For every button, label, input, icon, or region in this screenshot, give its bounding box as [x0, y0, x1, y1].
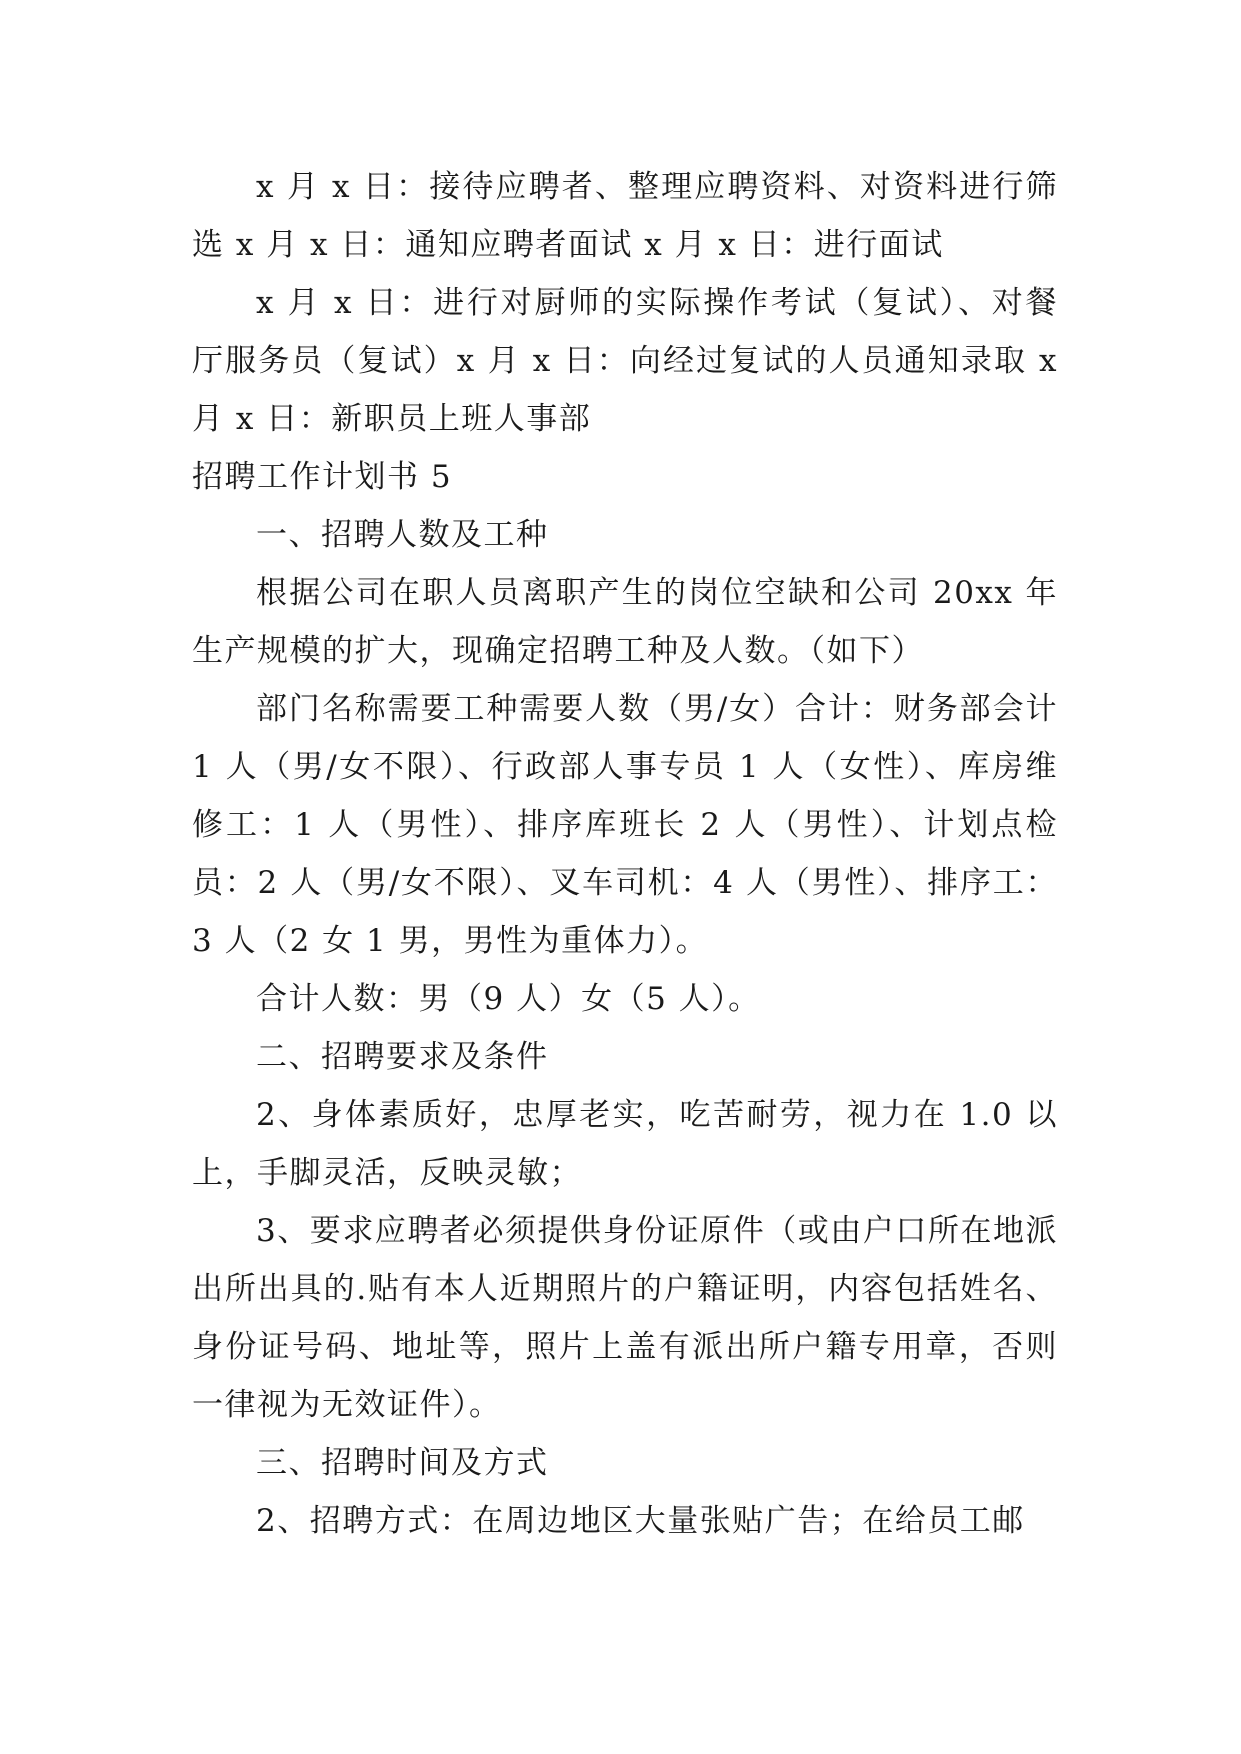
- paragraph-recruit-reason: 根据公司在职人员离职产生的岗位空缺和公司 20xx 年生产规模的扩大，现确定招聘工种及人数。（如下）: [192, 575, 1058, 669]
- paragraph-requirement-3: 3、要求应聘者必须提供身份证原件（或由户口所在地派出所出具的.贴有本人近期照片的户籍证明，内容包括姓名、身份证号码、地址等，照片上盖有派出所户籍专用章，否则一律视为无效证件）。: [192, 1213, 1058, 1423]
- paragraph-schedule-2: x 月 x 日：进行对厨师的实际操作考试（复试）、对餐厅服务员（复试）x 月 x 日：向经过复试的人员通知录取 x 月 x 日：新职员上班人事部: [192, 285, 1058, 437]
- paragraph-method: 2、招聘方式：在周边地区大量张贴广告；在给员工邮: [256, 1503, 1025, 1539]
- heading-time-method: 三、招聘时间及方式: [256, 1445, 549, 1481]
- document-body: [192, 158, 1058, 1550]
- heading-recruit-count: 一、招聘人数及工种: [256, 517, 549, 553]
- paragraph-total: 合计人数：男（9 人）女（5 人）。: [256, 981, 761, 1017]
- paragraph-requirement-2: 2、身体素质好，忠厚老实，吃苦耐劳，视力在 1.0 以上，手脚灵活，反映灵敏；: [192, 1097, 1058, 1191]
- section-title: 招聘工作计划书 5: [192, 459, 453, 495]
- paragraph-schedule-1: x 月 x 日：接待应聘者、整理应聘资料、对资料进行筛选 x 月 x 日：通知应聘者面试 x 月 x 日：进行面试: [192, 169, 1058, 263]
- heading-requirements: 二、招聘要求及条件: [256, 1039, 549, 1075]
- paragraph-positions: 部门名称需要工种需要人数（男/女）合计：财务部会计 1 人（男/女不限）、行政部人事专员 1 人（女性）、库房维修工：1 人（男性）、排序库班长 2 人（男性）、计划点检员：2 人（男/女不限）、叉车司机：4 人（男性）、排序工：3 人（2 女 1 男，男性为重体力）。: [192, 691, 1058, 959]
